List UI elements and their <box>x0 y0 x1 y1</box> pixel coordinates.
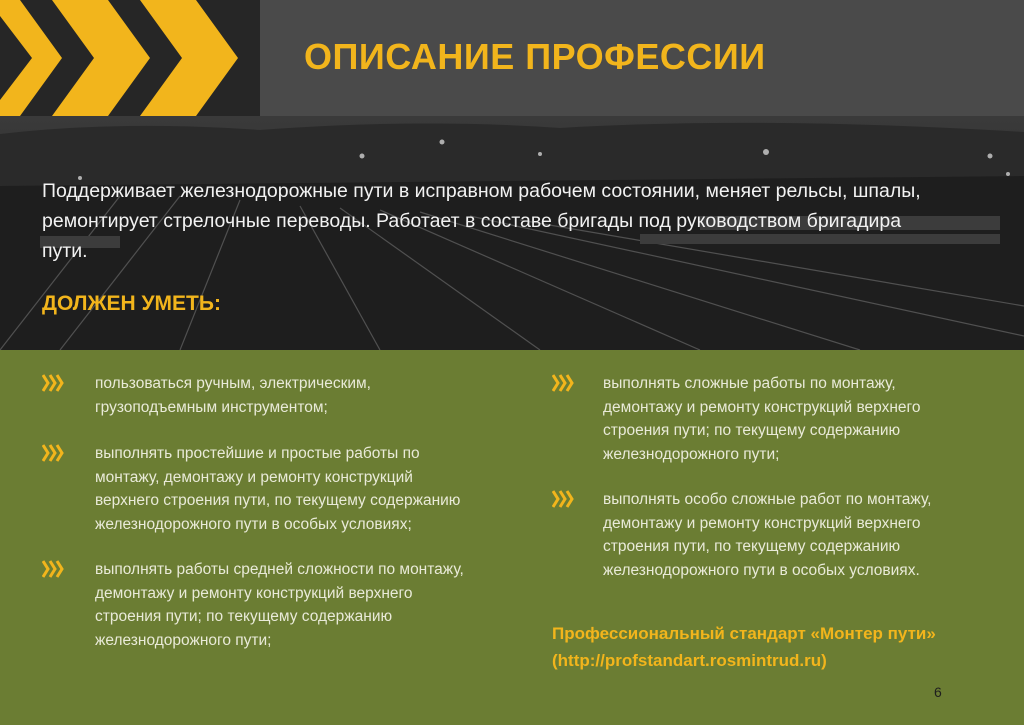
triple-chevron-bullet-icon <box>552 488 574 510</box>
skill-item: выполнять работы средней сложности по монтажу, демонтажу и ремонту конструкций верхнего строения пути; по текущему содержанию железнодорожного пути; <box>95 561 464 649</box>
page-number: 6 <box>934 684 942 700</box>
header-bar <box>0 0 1024 116</box>
triple-chevron-bullet-icon <box>42 558 64 580</box>
triple-chevron-bullet-icon <box>552 372 574 394</box>
skill-item: выполнять простейшие и простые работы по монтажу, демонтажу и ремонту конструкций верхнего строения пути, по текущему содержанию железнодорожного пути в особых условиях; <box>95 445 461 533</box>
skill-item: выполнять сложные работы по монтажу, демонтажу и ремонту конструкций верхнего строения пути; по текущему содержанию железнодорожного пути; <box>603 375 921 463</box>
page-title: ОПИСАНИЕ ПРОФЕССИИ <box>304 36 766 77</box>
triple-chevron-bullet-icon <box>42 442 64 464</box>
standard-link[interactable]: (http://profstandart.rosmintrud.ru) <box>552 651 827 670</box>
skills-heading: ДОЛЖЕН УМЕТЬ: <box>42 292 221 315</box>
professional-standard <box>552 620 936 674</box>
standard-title: Профессиональный стандарт «Монтер пути» <box>552 624 936 643</box>
skill-item: выполнять особо сложные работ по монтажу, демонтажу и ремонту конструкций верхнего строения пути, по текущему содержанию железнодорожного пути в особых условиях. <box>603 491 932 579</box>
chevron-stripes-icon <box>0 0 260 116</box>
skill-item: пользоваться ручным, электрическим, грузоподъемным инструментом; <box>95 375 371 416</box>
profession-description: Поддерживает железнодорожные пути в исправном рабочем состоянии, меняет рельсы, шпалы, ремонтирует стрелочные переводы. Работает в составе бригады под руководством бригадира пути. <box>42 180 921 262</box>
triple-chevron-bullet-icon <box>42 372 64 394</box>
